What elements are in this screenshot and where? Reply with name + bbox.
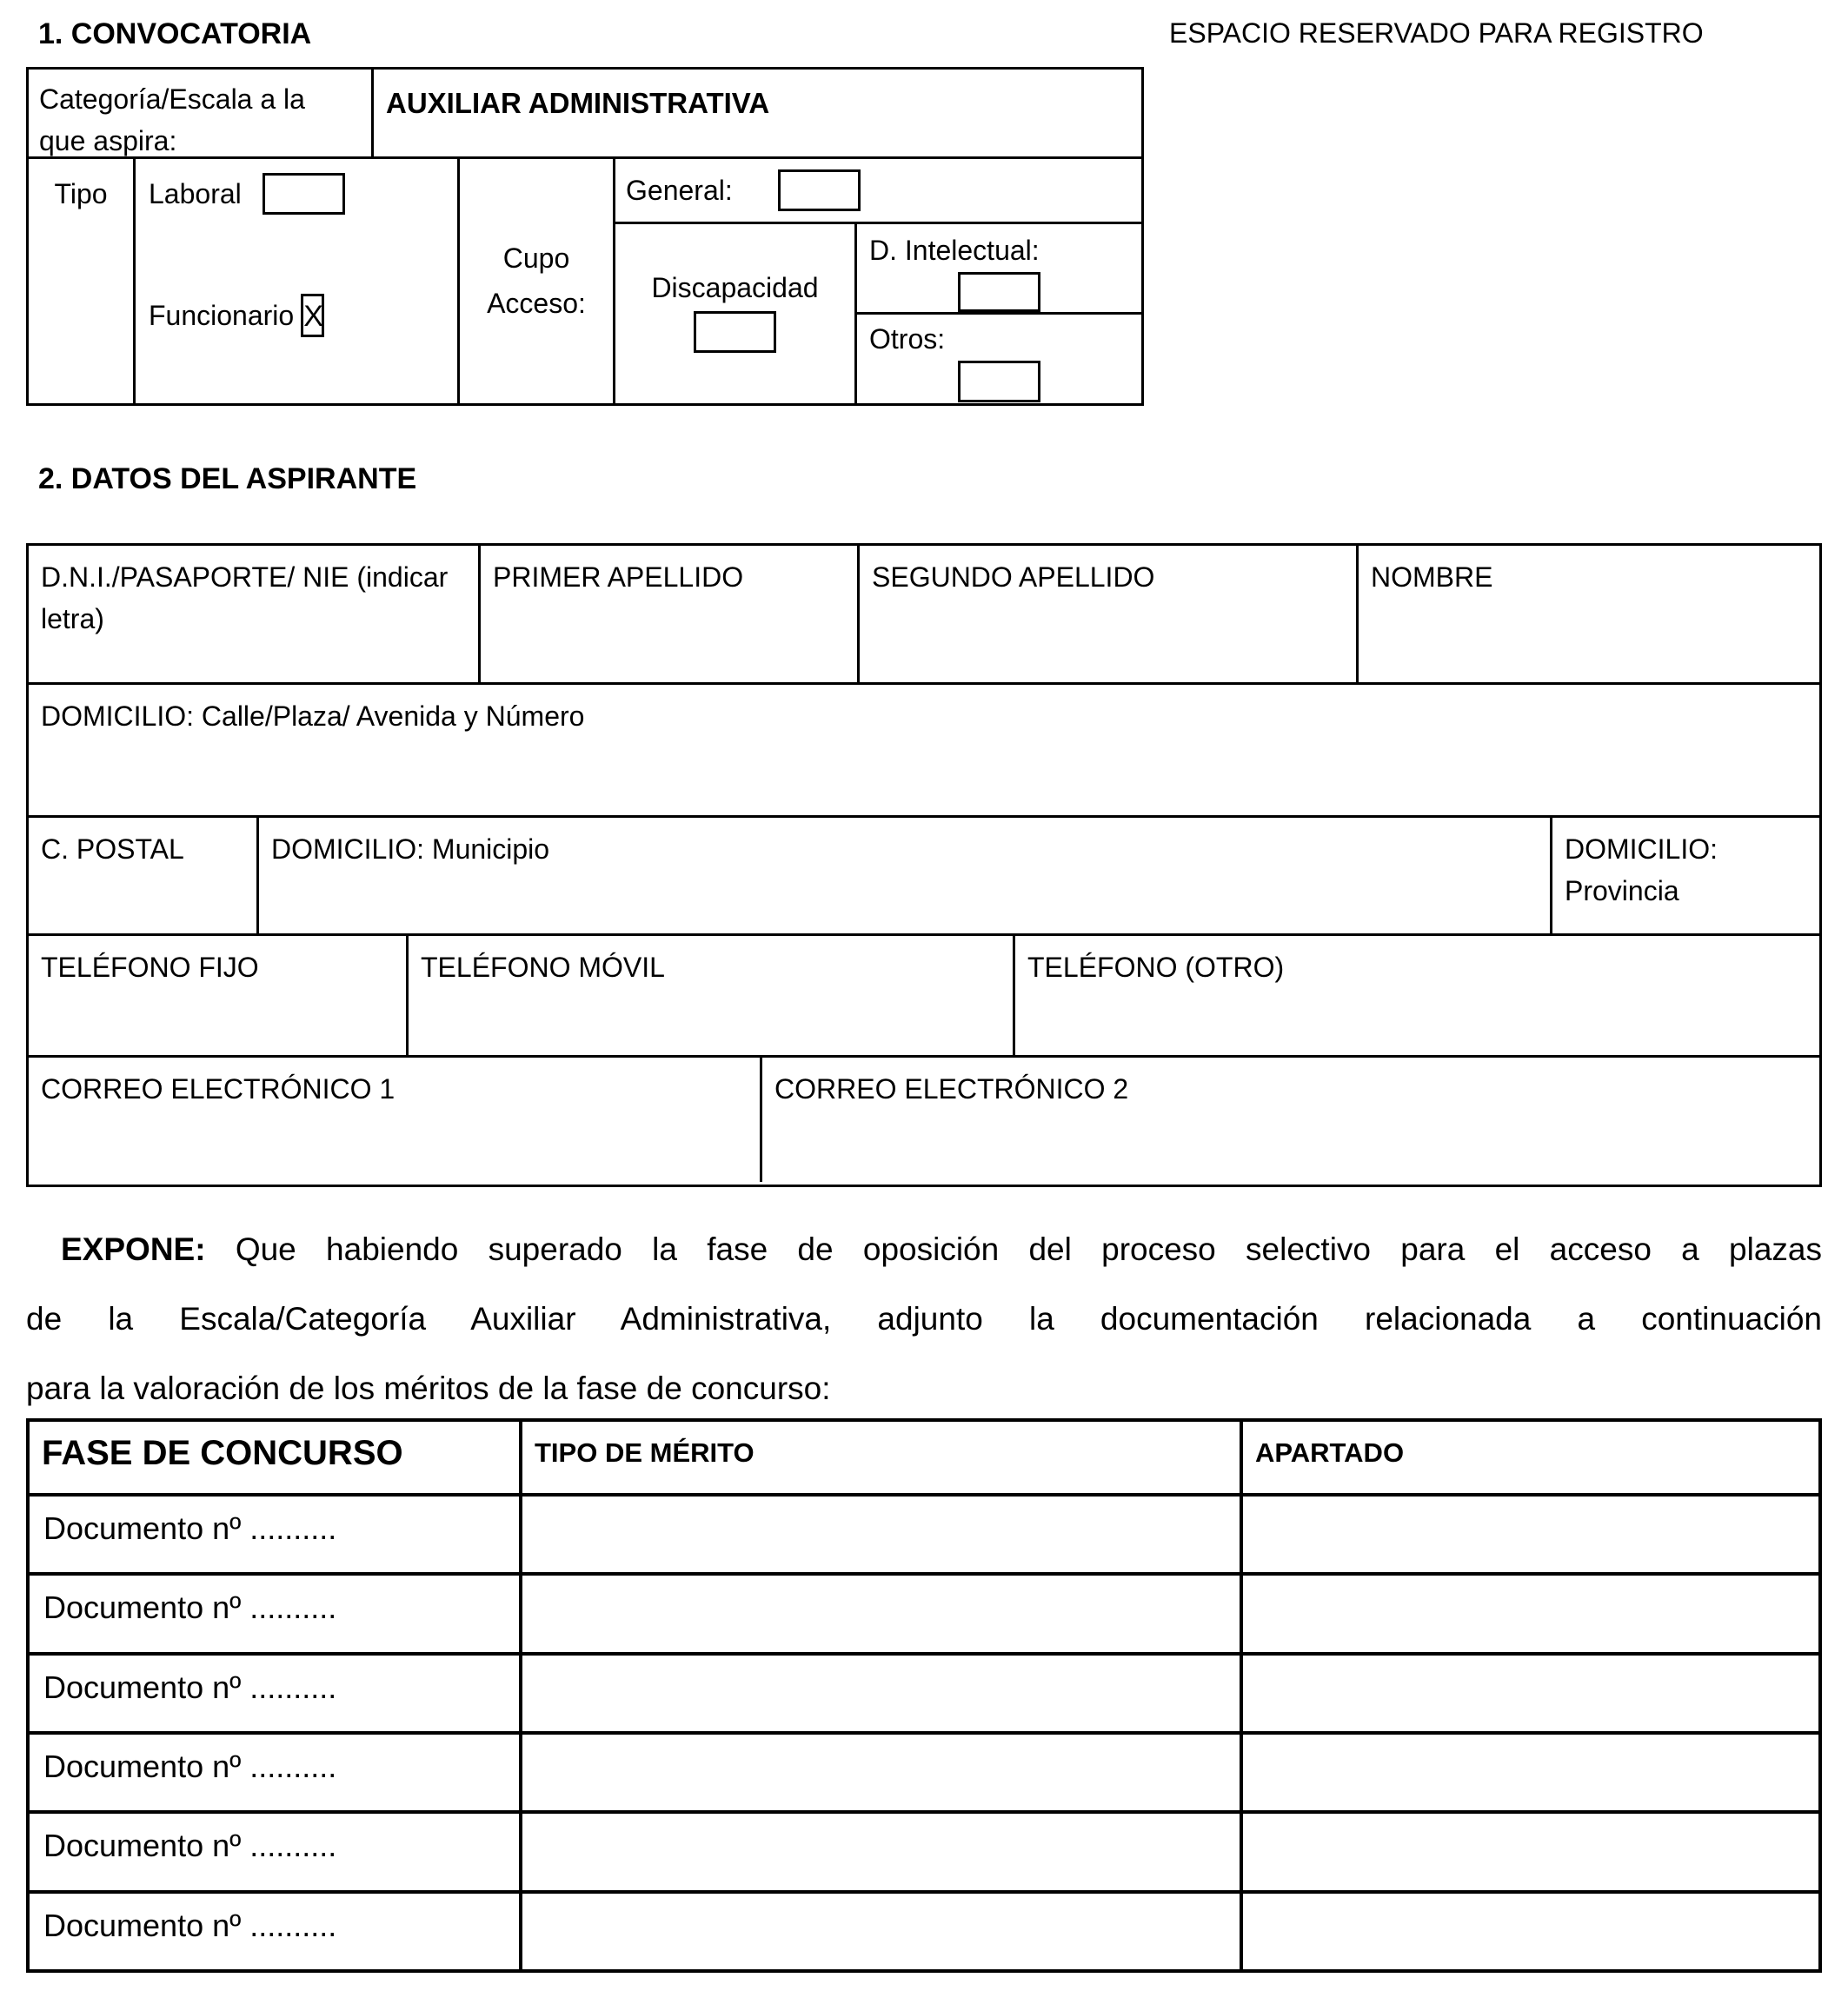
- documento-label: Documento nº ..........: [30, 1735, 522, 1810]
- apartado-header: APARTADO: [1255, 1437, 1405, 1468]
- apartado-field[interactable]: [1243, 1735, 1818, 1810]
- table-row: [29, 1058, 1819, 1182]
- municipio-label: DOMICILIO: Municipio: [271, 833, 550, 865]
- telefono-movil-label: TELÉFONO MÓVIL: [421, 952, 665, 983]
- funcionario-option: [149, 294, 324, 337]
- documento-label: Documento nº ..........: [30, 1497, 522, 1572]
- tipo-merito-field[interactable]: [522, 1894, 1243, 1969]
- table-row: [29, 818, 1819, 936]
- apartado-field[interactable]: [1243, 1814, 1818, 1889]
- primer-apellido-field[interactable]: [481, 546, 860, 682]
- domicilio-label: DOMICILIO: Calle/Plaza/ Avenida y Número: [41, 700, 585, 732]
- otros-label: Otros:: [869, 323, 946, 355]
- table-row: [30, 1656, 1818, 1735]
- cupo-acceso-label: Cupo Acceso:: [460, 159, 615, 403]
- laboral-option: [149, 173, 345, 215]
- otros-checkbox[interactable]: [958, 361, 1040, 402]
- apartado-field[interactable]: [1243, 1656, 1818, 1731]
- telefono-fijo-field[interactable]: [29, 936, 409, 1055]
- table-row: [30, 1814, 1818, 1893]
- general-checkbox[interactable]: [778, 169, 861, 211]
- section2-title: 2. DATOS DEL ASPIRANTE: [38, 462, 417, 495]
- table-row: [30, 1497, 1818, 1576]
- dni-field[interactable]: [29, 546, 481, 682]
- expone-line-1: [26, 1215, 1822, 1284]
- tipo-label: Tipo: [29, 159, 136, 403]
- tipo-merito-field[interactable]: [522, 1576, 1243, 1651]
- table-row: [30, 1735, 1818, 1814]
- tipo-merito-field[interactable]: [522, 1656, 1243, 1731]
- expone-bold-label: EXPONE:: [61, 1231, 206, 1267]
- apartado-field[interactable]: [1243, 1497, 1818, 1572]
- expone-paragraph: [26, 1215, 1822, 1424]
- cupo-options-block: [615, 159, 1141, 403]
- correo1-label: CORREO ELECTRÓNICO 1: [41, 1073, 396, 1105]
- documento-label: Documento nº ..........: [30, 1894, 522, 1969]
- documento-label: Documento nº ..........: [30, 1814, 522, 1889]
- categoria-row: [29, 70, 1141, 159]
- datos-aspirante-table: [26, 543, 1822, 1187]
- discapacidad-checkbox[interactable]: [694, 311, 776, 353]
- segundo-apellido-label: SEGUNDO APELLIDO: [872, 561, 1155, 593]
- categoria-label: Categoría/Escala a la que aspira:: [29, 70, 374, 159]
- nombre-field[interactable]: [1359, 546, 1819, 682]
- apartado-field[interactable]: [1243, 1894, 1818, 1969]
- general-label: General:: [626, 174, 733, 206]
- codigo-postal-label: C. POSTAL: [41, 833, 184, 865]
- correo1-field[interactable]: [29, 1058, 762, 1182]
- laboral-checkbox[interactable]: [263, 173, 345, 215]
- tipo-options-cell: [136, 159, 460, 403]
- laboral-label: Laboral: [149, 177, 242, 209]
- registro-reserved-label: ESPACIO RESERVADO PARA REGISTRO: [1169, 17, 1704, 49]
- municipio-field[interactable]: [259, 818, 1552, 933]
- telefono-movil-field[interactable]: [409, 936, 1015, 1055]
- documento-label: Documento nº ..........: [30, 1656, 522, 1731]
- correo2-label: CORREO ELECTRÓNICO 2: [774, 1073, 1129, 1105]
- table-header-row: [30, 1422, 1818, 1497]
- documento-label: Documento nº ..........: [30, 1576, 522, 1651]
- expone-line-3: para la valoración de los méritos de la fase de concurso:: [26, 1370, 831, 1406]
- apartado-field[interactable]: [1243, 1576, 1818, 1651]
- primer-apellido-label: PRIMER APELLIDO: [493, 561, 744, 593]
- tipo-merito-field[interactable]: [522, 1814, 1243, 1889]
- table-row: [29, 546, 1819, 685]
- discapacidad-block: [615, 224, 1141, 403]
- categoria-value-field[interactable]: AUXILIAR ADMINISTRATIVA: [374, 70, 1141, 159]
- fase-concurso-header: FASE DE CONCURSO: [30, 1422, 522, 1493]
- table-row: [29, 936, 1819, 1058]
- tipo-row: [29, 159, 1141, 403]
- nombre-label: NOMBRE: [1371, 561, 1493, 593]
- telefono-fijo-label: TELÉFONO FIJO: [41, 952, 259, 983]
- intelectual-label: D. Intelectual:: [869, 235, 1040, 266]
- domicilio-field[interactable]: [29, 685, 1819, 815]
- table-row: [30, 1894, 1818, 1969]
- dni-label: D.N.I./PASAPORTE/ NIE (indicar letra): [41, 561, 449, 634]
- convocatoria-table: [26, 67, 1144, 406]
- section1-title: 1. CONVOCATORIA: [38, 17, 312, 50]
- table-row: [30, 1576, 1818, 1655]
- intelectual-option: [857, 224, 1141, 315]
- segundo-apellido-field[interactable]: [860, 546, 1359, 682]
- general-option: [615, 159, 1141, 224]
- provincia-field[interactable]: [1552, 818, 1819, 933]
- expone-line1-text: Que habiendo superado la fase de oposición del proceso selectivo para el acceso a plazas: [235, 1231, 1822, 1267]
- table-row: [29, 685, 1819, 818]
- tipo-merito-header: TIPO DE MÉRITO: [522, 1422, 1243, 1493]
- funcionario-checkbox[interactable]: X: [301, 294, 324, 337]
- fase-concurso-table: [26, 1418, 1822, 1973]
- correo2-field[interactable]: [762, 1058, 1819, 1182]
- telefono-otro-field[interactable]: [1015, 936, 1819, 1055]
- funcionario-label: Funcionario: [149, 299, 295, 331]
- tipo-merito-field[interactable]: [522, 1497, 1243, 1572]
- codigo-postal-field[interactable]: [29, 818, 259, 933]
- discapacidad-subtypes: [857, 224, 1141, 403]
- discapacidad-option: [615, 224, 857, 403]
- provincia-label: DOMICILIO: Provincia: [1565, 833, 1718, 906]
- expone-line-2: de la Escala/Categoría Auxiliar Administrativa, adjunto la documentación relacionada a continuación: [26, 1301, 1822, 1337]
- intelectual-checkbox[interactable]: [958, 272, 1040, 312]
- discapacidad-label: Discapacidad: [651, 272, 819, 303]
- telefono-otro-label: TELÉFONO (OTRO): [1027, 952, 1285, 983]
- otros-option: [857, 315, 1141, 403]
- tipo-merito-field[interactable]: [522, 1735, 1243, 1810]
